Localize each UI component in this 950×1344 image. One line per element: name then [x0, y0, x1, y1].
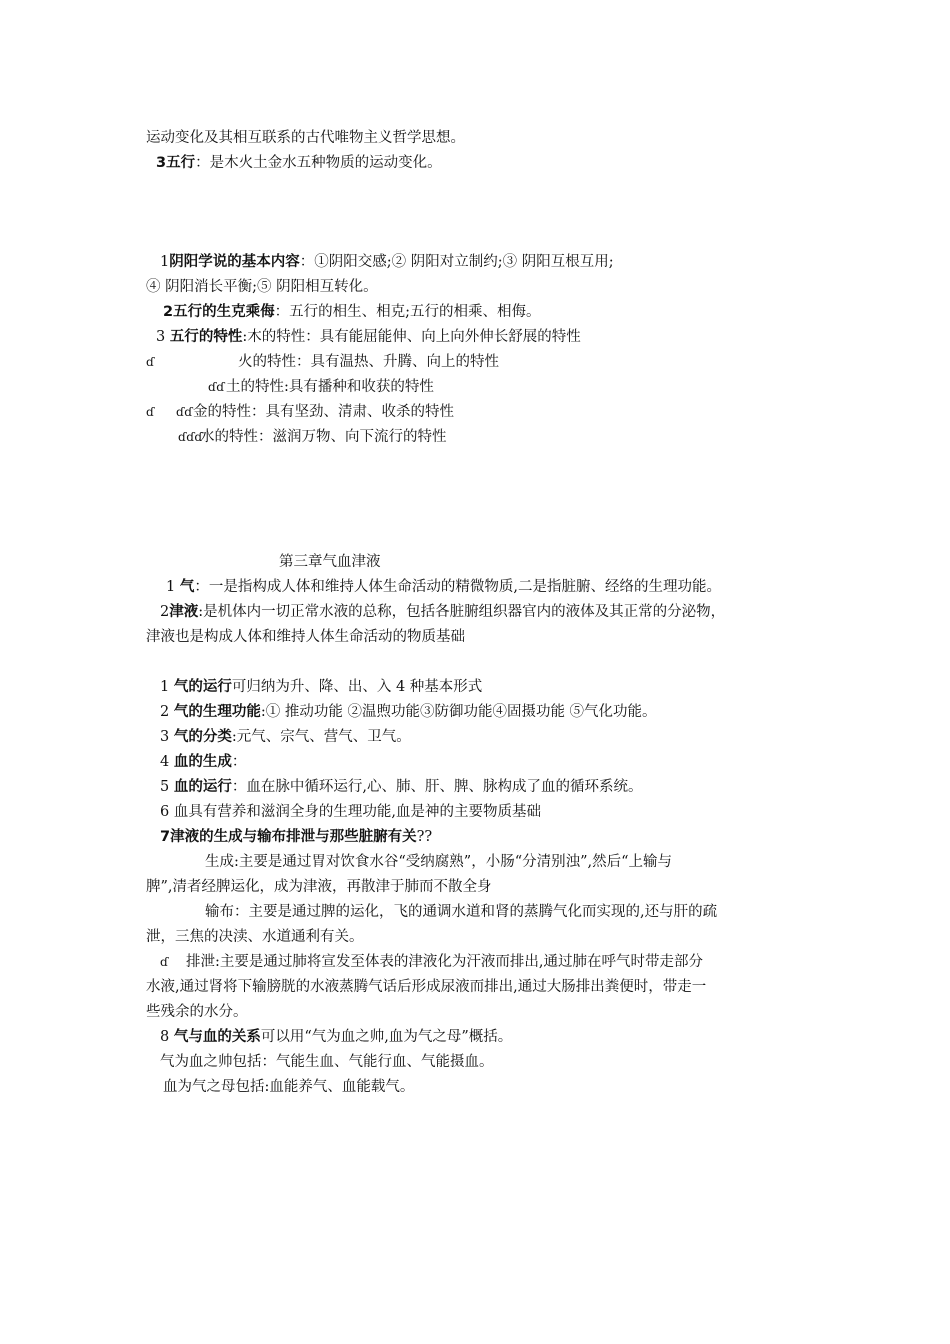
text-line: 土的特性:具有播种和收获的特性	[226, 379, 434, 395]
bold-term: 气与血的关系	[173, 1029, 261, 1045]
text-line	[160, 777, 642, 797]
text-line	[156, 153, 442, 173]
bold-term: 津液的生成与输布排泄与那些脏腑有关	[170, 829, 417, 845]
line-text: ：	[231, 754, 247, 770]
bold-term: 阴阳学说的基本内容	[169, 254, 300, 270]
text-line: 脾”,清者经脾运化，成为津液，再散津于肺而不散全身	[146, 879, 492, 895]
line-text: ??	[416, 829, 433, 845]
text-line: 火的特性：具有温热、升腾、向上的特性	[238, 354, 499, 370]
line-text: 可归纳为升、降、出、入 4 种基本形式	[231, 679, 483, 695]
line-text: ：血在脉中循环运行,心、肺、肝、脾、脉构成了血的循环系统。	[231, 779, 643, 795]
line-text: :元气、宗气、营气、卫气。	[231, 729, 411, 745]
text-line: 6 血具有营养和滋润全身的生理功能,血是神的主要物质基础	[160, 804, 541, 820]
bold-term: 血的运行	[173, 779, 232, 795]
text-line: 气为血之帅包括：气能生血、气能行血、气能摄血。	[160, 1054, 494, 1070]
bold-term: 气的生理功能	[173, 704, 261, 720]
text-line	[163, 302, 540, 322]
line-number: 1	[166, 579, 176, 595]
bold-term: 五行的生克乘侮	[173, 304, 275, 320]
text-line: ④ 阴阳消长平衡;⑤ 阴阳相互转化。	[146, 279, 378, 295]
bold-term: 五行	[166, 155, 196, 171]
bullet-mark: ɗɗɗ	[178, 430, 203, 444]
text-line	[160, 677, 482, 697]
bold-term: 气的分类	[173, 729, 232, 745]
bullet-mark: ɗ	[146, 355, 155, 369]
line-number: 3	[160, 729, 170, 745]
line-number: 4	[160, 754, 170, 770]
line-text: ：五行的相生、相克;五行的相乘、相侮。	[274, 304, 541, 320]
text-line: 血为气之母包括:血能养气、血能载气。	[163, 1079, 415, 1095]
text-line: 输布：主要是通过脾的运化，飞的通调水道和肾的蒸腾气化而实现的,还与肝的疏	[205, 904, 718, 920]
text-line: 些残余的水分。	[146, 1004, 248, 1020]
text-line	[160, 702, 657, 722]
line-number: 2	[160, 604, 170, 620]
text-line	[160, 1027, 512, 1047]
text-line: 水液,通过肾将下输膀胱的水液蒸腾气话后形成尿液而排出,通过大肠排出粪便时，带走一	[146, 979, 707, 995]
text-line	[156, 327, 581, 347]
bullet-mark: ɗ	[160, 955, 169, 969]
text-line: 运动变化及其相互联系的古代唯物主义哲学思想。	[146, 130, 465, 146]
line-number: 1	[160, 679, 170, 695]
bold-term: 津液	[169, 604, 199, 620]
bullet-mark: ɗɗ	[176, 405, 193, 419]
text-line: 排泄:主要是通过肺将宣发至体表的津液化为汗液而排出,通过肺在呼气时带走部分	[186, 954, 703, 970]
line-number: 2	[160, 704, 170, 720]
bold-term: 五行的特性	[169, 329, 243, 345]
text-line	[166, 577, 721, 597]
line-number: 8	[160, 1029, 170, 1045]
bold-term: 气的运行	[173, 679, 232, 695]
bold-term: 血的生成	[173, 754, 232, 770]
line-text: 可以用“气为血之帅,血为气之母”概括。	[260, 1029, 513, 1045]
line-number: 7	[160, 829, 171, 845]
text-line	[160, 252, 614, 272]
bullet-mark: ɗ	[146, 405, 155, 419]
bold-term: 气	[179, 579, 195, 595]
text-line: 津液也是构成人体和维持人体生命活动的物质基础	[146, 629, 465, 645]
line-number: 2	[163, 304, 174, 320]
line-text: :木的特性：具有能屈能伸、向上向外伸长舒展的特性	[242, 329, 581, 345]
line-text: ：是木火土金水五种物质的运动变化。	[195, 155, 442, 171]
text-line: 水的特性：滋润万物、向下流行的特性	[200, 429, 447, 445]
text-line	[160, 602, 725, 622]
text-line: 泄，三焦的决渎、水道通利有关。	[146, 929, 364, 945]
text-line: 金的特性：具有坚劲、清肃、收杀的特性	[193, 404, 454, 420]
text-line	[160, 727, 411, 747]
line-number: 3	[156, 329, 166, 345]
line-number: 3	[156, 155, 167, 171]
line-text: ：①阴阳交感;② 阴阳对立制约;③ 阴阳互根互用;	[299, 254, 614, 270]
chapter-title: 第三章气血津液	[279, 554, 381, 570]
text-line	[160, 827, 432, 847]
text-line: 生成:主要是通过胃对饮食水谷“受纳腐熟”，小肠“分清别浊”,然后“上输与	[205, 854, 673, 870]
bullet-mark: ɗɗ	[208, 380, 225, 394]
text-line	[160, 752, 246, 772]
line-text: ：一是指构成人体和维持人体生命活动的精微物质,二是指脏腑、经络的生理功能。	[194, 579, 721, 595]
line-number: 5	[160, 779, 170, 795]
line-text: :是机体内一切正常水液的总称，包括各脏腑组织器官内的液体及其正常的分泌物，	[198, 604, 726, 620]
line-number: 1	[160, 254, 170, 270]
line-text: :① 推动功能 ②温煦功能③防御功能④固摄功能 ⑤气化功能。	[260, 704, 657, 720]
